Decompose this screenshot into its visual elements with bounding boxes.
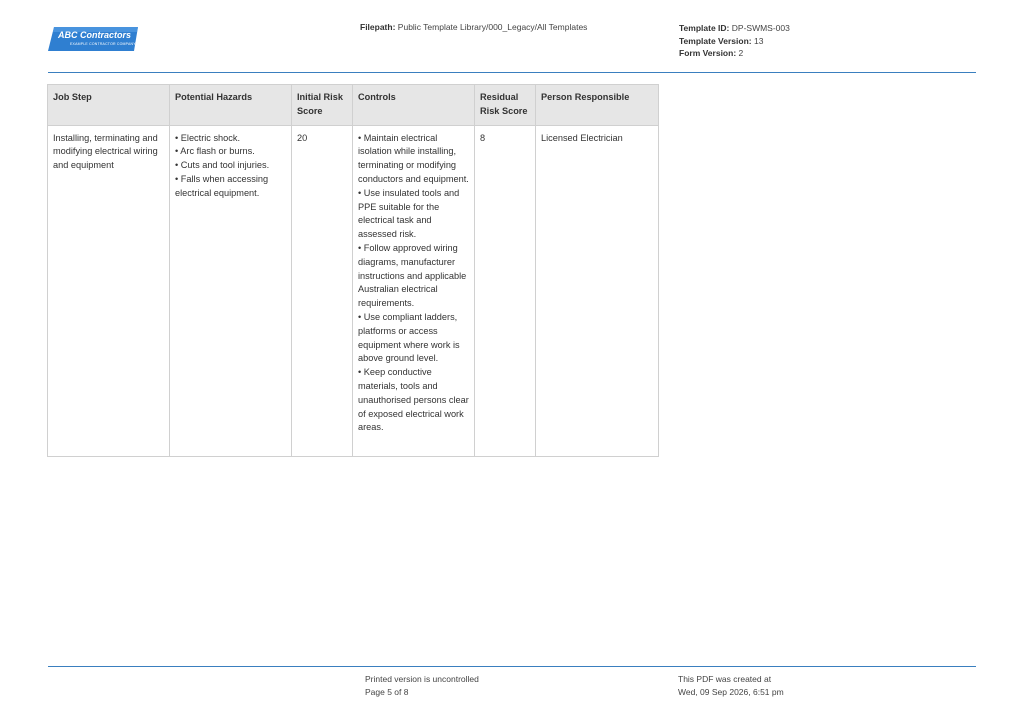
header-person-responsible: Person Responsible <box>536 85 659 126</box>
logo-tagline: EXAMPLE CONTRACTOR COMPANY <box>70 42 136 46</box>
template-version <box>679 35 790 48</box>
filepath <box>360 22 587 32</box>
control-item: • Maintain electrical isolation while installing, terminating or modifying conductors and equipment. <box>358 132 469 184</box>
cell-controls <box>353 125 475 456</box>
company-logo <box>48 26 140 52</box>
form-version-label: Form Version: <box>679 48 737 58</box>
table-row <box>48 125 659 456</box>
template-meta <box>679 22 790 60</box>
template-id <box>679 22 790 35</box>
control-item: • Use insulated tools and PPE suitable for the electrical task and assessed risk. <box>358 187 460 240</box>
cell-person-responsible: Licensed Electrician <box>536 125 659 456</box>
uncontrolled-notice: Printed version is uncontrolled <box>365 674 479 684</box>
control-item: • Use compliant ladders, platforms or access equipment where work is above ground level. <box>358 311 460 364</box>
footer-right <box>678 673 784 698</box>
cell-job-step: Installing, terminating and modifying electrical wiring and equipment <box>48 125 170 456</box>
template-version-label: Template Version: <box>679 35 752 46</box>
footer-divider <box>48 666 976 667</box>
created-timestamp: Wed, 09 Sep 2026, 6:51 pm <box>678 686 784 697</box>
hazard-item: • Arc flash or burns. <box>175 146 255 157</box>
header-initial-risk-score: Initial Risk Score <box>292 85 353 126</box>
filepath-label: Filepath: <box>360 22 396 32</box>
header-potential-hazards: Potential Hazards <box>170 85 292 126</box>
footer-center <box>365 673 479 698</box>
control-item: • Keep conductive materials, tools and unauthorised persons clear of exposed electrical work areas. <box>358 367 469 433</box>
template-version-value: 13 <box>753 35 764 46</box>
cell-hazards <box>170 125 292 456</box>
template-id-label: Template ID: <box>679 23 730 33</box>
header-controls: Controls <box>353 85 475 126</box>
form-version <box>679 47 790 60</box>
hazard-item: • Cuts and tool injuries. <box>175 160 270 171</box>
swms-table <box>47 84 659 457</box>
table-header-row <box>48 85 659 126</box>
logo-name: ABC Contractors <box>58 30 132 40</box>
filepath-value: Public Template Library/000_Legacy/All Templates <box>397 22 588 32</box>
hazard-item: • Falls when accessing electrical equipment. <box>175 173 269 198</box>
control-item: • Follow approved wiring diagrams, manufacturer instructions and applicable Australian electrical requirements. <box>358 242 467 309</box>
header-job-step: Job Step <box>48 85 170 126</box>
cell-initial-risk-score: 20 <box>292 125 353 456</box>
template-id-value: DP-SWMS-003 <box>731 23 790 33</box>
page-number: Page 5 of 8 <box>365 686 409 697</box>
header-residual-risk-score: Residual Risk Score <box>475 85 536 126</box>
form-version-value: 2 <box>738 48 744 58</box>
hazard-item: • Electric shock. <box>175 132 240 143</box>
header-divider <box>48 72 976 73</box>
created-label: This PDF was created at <box>678 674 772 684</box>
cell-residual-risk-score: 8 <box>475 125 536 456</box>
